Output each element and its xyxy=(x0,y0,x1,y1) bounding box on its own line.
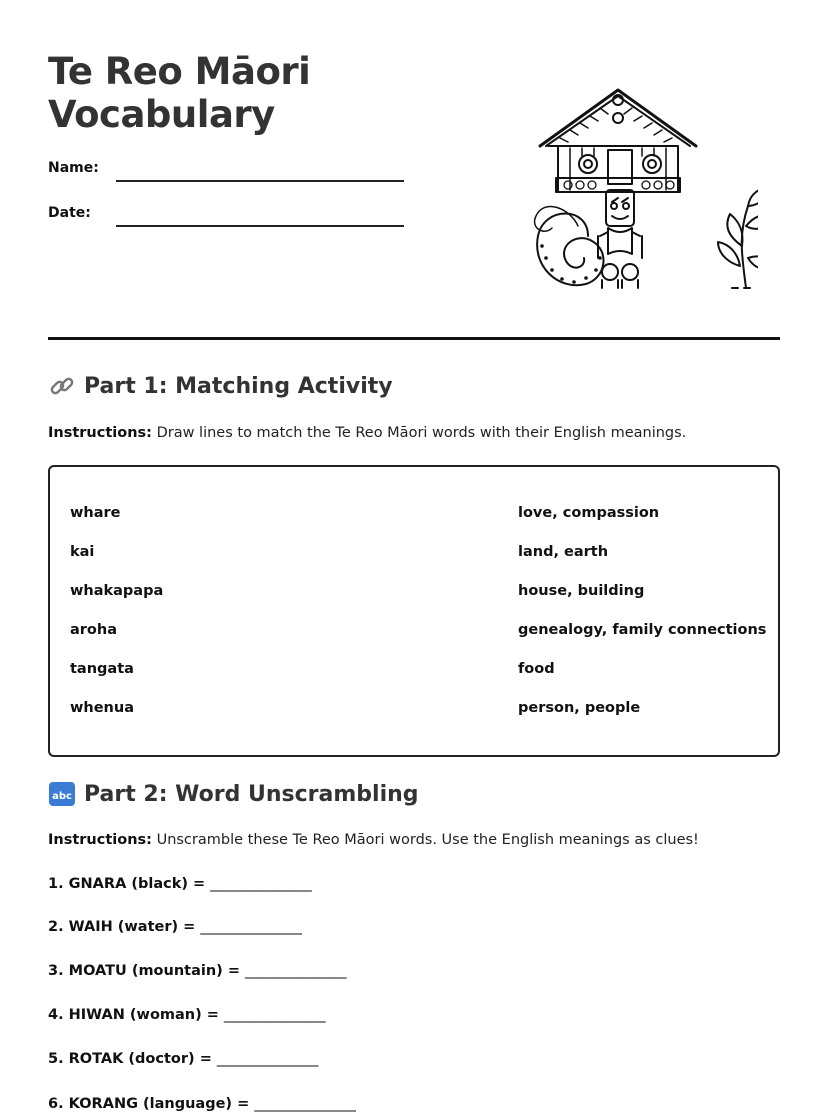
page-title xyxy=(48,50,310,136)
unscramble-item xyxy=(48,876,312,892)
english-meaning[interactable]: food xyxy=(518,661,555,677)
matching-box xyxy=(48,465,780,757)
part1-instructions-label: Instructions: xyxy=(48,425,152,441)
unscramble-clue: 4. HIWAN (woman) = xyxy=(48,1007,224,1023)
part1-instructions xyxy=(48,425,686,441)
unscramble-clue: 5. ROTAK (doctor) = xyxy=(48,1051,217,1067)
answer-blank[interactable]: ______________ xyxy=(245,963,347,979)
maori-word[interactable]: kai xyxy=(70,544,95,560)
part2-instructions-text: Unscramble these Te Reo Māori words. Use the English meanings as clues! xyxy=(151,832,699,848)
english-meaning[interactable]: person, people xyxy=(518,700,641,716)
unscramble-clue: 2. WAIH (water) = xyxy=(48,919,201,935)
part2-title-text: Part 2: Word Unscrambling xyxy=(84,781,419,807)
english-meaning[interactable]: genealogy, family connections xyxy=(518,622,767,638)
part1-title xyxy=(48,372,393,400)
title-line-2: Vocabulary xyxy=(48,93,275,136)
section-divider xyxy=(48,337,780,340)
svg-text:abc: abc xyxy=(52,791,72,802)
maori-word[interactable]: whenua xyxy=(70,700,134,716)
unscramble-item xyxy=(48,919,302,935)
part1-instructions-text: Draw lines to match the Te Reo Māori words with their English meanings. xyxy=(151,425,687,441)
part2-instructions xyxy=(48,832,699,848)
unscramble-clue: 3. MOATU (mountain) = xyxy=(48,963,246,979)
english-meaning[interactable]: love, compassion xyxy=(518,505,660,521)
answer-blank[interactable]: ______________ xyxy=(254,1096,356,1112)
maori-word[interactable]: aroha xyxy=(70,622,118,638)
part2-title xyxy=(48,780,419,808)
maori-illustration-icon xyxy=(528,86,758,296)
answer-blank[interactable]: ______________ xyxy=(210,876,312,892)
name-field[interactable] xyxy=(116,180,404,182)
unscramble-item xyxy=(48,963,347,979)
answer-blank[interactable]: ______________ xyxy=(216,1051,319,1067)
name-label: Name: xyxy=(48,160,99,176)
unscramble-item xyxy=(48,1096,356,1112)
maori-word[interactable]: whare xyxy=(70,505,121,521)
unscramble-item xyxy=(48,1007,326,1023)
maori-words-column xyxy=(70,505,163,739)
english-meaning[interactable]: house, building xyxy=(518,583,645,599)
maori-word[interactable]: whakapapa xyxy=(70,583,164,599)
answer-blank[interactable]: ______________ xyxy=(200,919,302,935)
date-field[interactable] xyxy=(116,225,404,227)
unscramble-item xyxy=(48,1051,318,1067)
part1-title-text: Part 1: Matching Activity xyxy=(84,373,393,399)
abc-icon xyxy=(48,780,76,808)
link-icon xyxy=(48,372,76,400)
maori-word[interactable]: tangata xyxy=(70,661,134,677)
title-line-1: Te Reo Māori xyxy=(48,50,311,93)
part2-instructions-label: Instructions: xyxy=(48,832,152,848)
english-meaning[interactable]: land, earth xyxy=(518,544,609,560)
english-meanings-column xyxy=(518,505,766,739)
date-label: Date: xyxy=(48,205,91,221)
unscramble-clue: 1. GNARA (black) = xyxy=(48,876,211,892)
answer-blank[interactable]: ______________ xyxy=(224,1007,326,1023)
unscramble-clue: 6. KORANG (language) = xyxy=(48,1096,255,1112)
